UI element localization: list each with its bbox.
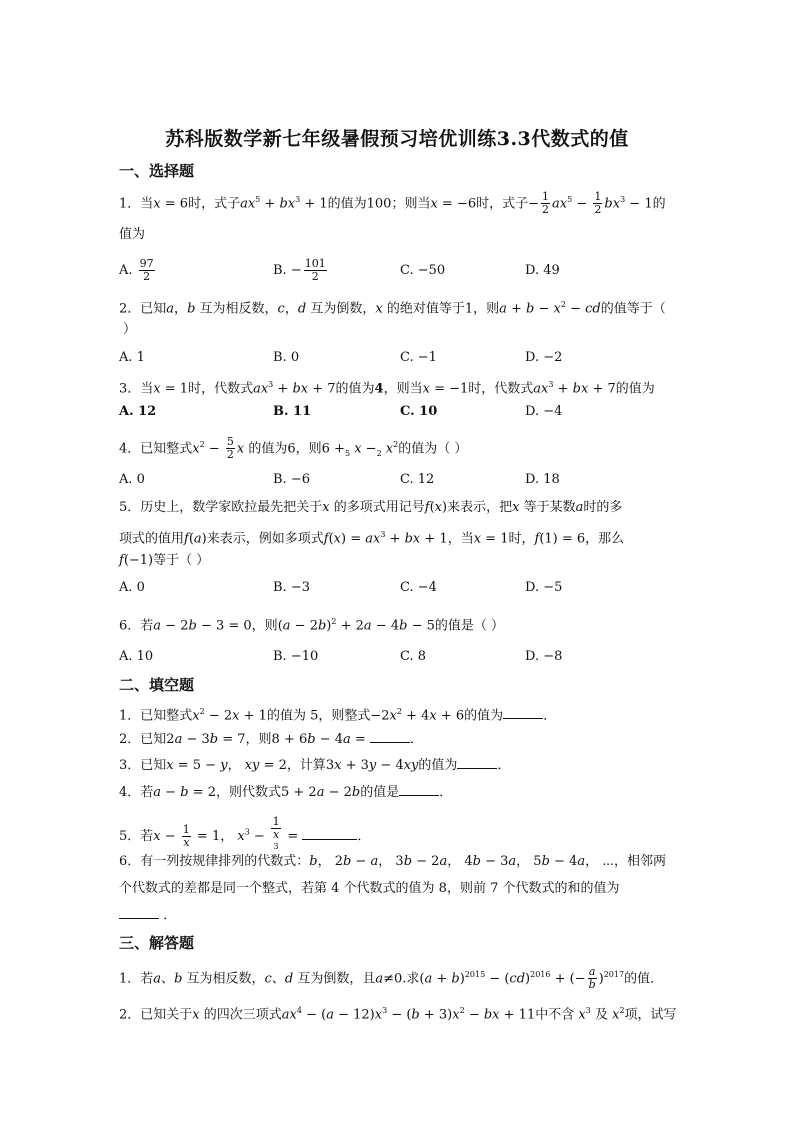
question-6-option-b: B. −10 <box>273 649 319 664</box>
question-3-option-d: D. −4 <box>525 404 563 419</box>
question-5-option-b: B. −3 <box>273 580 310 595</box>
question-5-line-3: f(−1)等于（ ） <box>119 553 210 568</box>
question-2-option-c: C. −1 <box>400 350 437 365</box>
question-5-line-1: 5．历史上，数学家欧拉最先把关于x 的多项式用记号f(x)来表示，把x 等于某数a时的多 <box>119 500 623 515</box>
fill-2: 2．已知2a − 3b = 7，则8 + 6b − 4a = ． <box>119 732 423 747</box>
question-5-option-a: A. 0 <box>119 580 145 595</box>
question-1-option-a: A. $\frac{97}{2}$ <box>119 257 154 283</box>
fill-1: 1．已知整式$x^2 - 2x + 1$的值为 5，则整式$-2x^2 + 4x + 6$的值为 ． <box>119 707 557 724</box>
question-3-option-c: C. 10 <box>400 404 438 419</box>
question-3-line-1: 3．当x = 1时，代数式$ax^3$ + bx + 7的值为4，则当x = −1时，代数式$ax^3$ + bx + 7的值为 <box>119 380 655 397</box>
question-4-option-d: D. 18 <box>525 472 560 487</box>
fill-5: 5．若x − $\frac{1}{x}$ = 1， $x^3$ − 1 x $^3$ = ． <box>119 815 371 851</box>
question-5-line-2: 项式的值用f(a)来表示，例如多项式$f(x) = ax^3$ + bx + 1，当x = 1时，f(1) = 6，那么 <box>119 530 625 547</box>
question-2-option-a: A. 1 <box>119 350 145 365</box>
question-4-option-c: C. 12 <box>400 472 435 487</box>
fill-3: 3．已知x = 5 − y， xy = 2，计算3x + 3y − 4xy的值为 ． <box>119 758 511 773</box>
question-1-line-2: 值为 <box>119 227 146 242</box>
question-6-option-d: D. −8 <box>525 649 563 664</box>
question-3-option-a: A. 12 <box>119 404 157 419</box>
question-5-option-c: C. −4 <box>400 580 437 595</box>
question-3-option-b: B. 11 <box>273 404 312 419</box>
section-heading-choice: 一、选择题 <box>119 162 195 180</box>
answer-2-line-1: 2．已知关于x 的四次三项式$ax^4 - (a - 12)x^3 - (b + 3)x^2$ − bx + 11中不含 $x^3$ 及 $x^2$项，试写 <box>119 1006 677 1023</box>
question-1-option-c: C. −50 <box>400 263 446 278</box>
question-1-option-d: D. 49 <box>525 263 560 278</box>
fill-6-line-2: 个代数式的差都是同一个整式，若第 4 个代数式的值为 8，则前 7 个代数式的和的值为 <box>119 881 620 896</box>
section-heading-fill: 二、填空题 <box>119 676 195 694</box>
fill-4: 4．若a − b = 2，则代数式5 + 2a − 2b的值是 ． <box>119 785 453 800</box>
question-4-line-1: 4．已知整式$x^2$ − $\frac{5}{2}$ x 的值为6，则$6 +_5$ $x -_2$ $x^2$的值为（ ） <box>119 435 468 462</box>
answer-1: 1．若a、b 互为相反数，c、d 互为倒数，且a≠0.求$(a + b)^{2015} - (cd)^{2016}$ + (− $\frac{a}{b}$ )$^{2017}$的值． <box>119 965 664 992</box>
question-2-option-d: D. −2 <box>525 350 563 365</box>
question-6-line-1: 6．若a − 2b − 3 = 0，则$(a - 2b)^2 + 2a - 4b - 5$的值是（ ） <box>119 617 505 634</box>
question-2-line-2: ） <box>123 322 137 337</box>
section-heading-answer: 三、解答题 <box>119 934 195 952</box>
question-1-option-b: B. − $\frac{101}{2}$ <box>273 257 326 283</box>
question-5-option-d: D. −5 <box>525 580 563 595</box>
question-4-option-a: A. 0 <box>119 472 145 487</box>
question-1-line-1: 1．当x = 6时，式子$ax^5 + bx^3 + 1$的值为100；则当x = −6时，式子− $\frac{1}{2}$ $ax^5$ − $\frac{1}{2}$ $bx^3 - 1$的 <box>119 190 666 217</box>
fill-6-line-3: ． <box>119 906 176 925</box>
question-2-option-b: B. 0 <box>273 350 300 365</box>
question-6-option-c: C. 8 <box>400 649 427 664</box>
question-6-option-a: A. 10 <box>119 649 154 664</box>
question-4-option-b: B. −6 <box>273 472 310 487</box>
question-2-line-1: 2．已知a，b 互为相反数，c，d 互为倒数，x 的绝对值等于1，则$a + b - x^2$ − cd的值等于（ <box>119 300 666 317</box>
page-title: 苏科版数学新七年级暑假预习培优训练3.3代数式的值 <box>165 128 629 150</box>
fill-6-line-1: 6．有一列按规律排列的代数式：b， 2b − a， 3b − 2a， 4b − 3a， 5b − 4a， ⋯，相邻两 <box>119 854 666 869</box>
